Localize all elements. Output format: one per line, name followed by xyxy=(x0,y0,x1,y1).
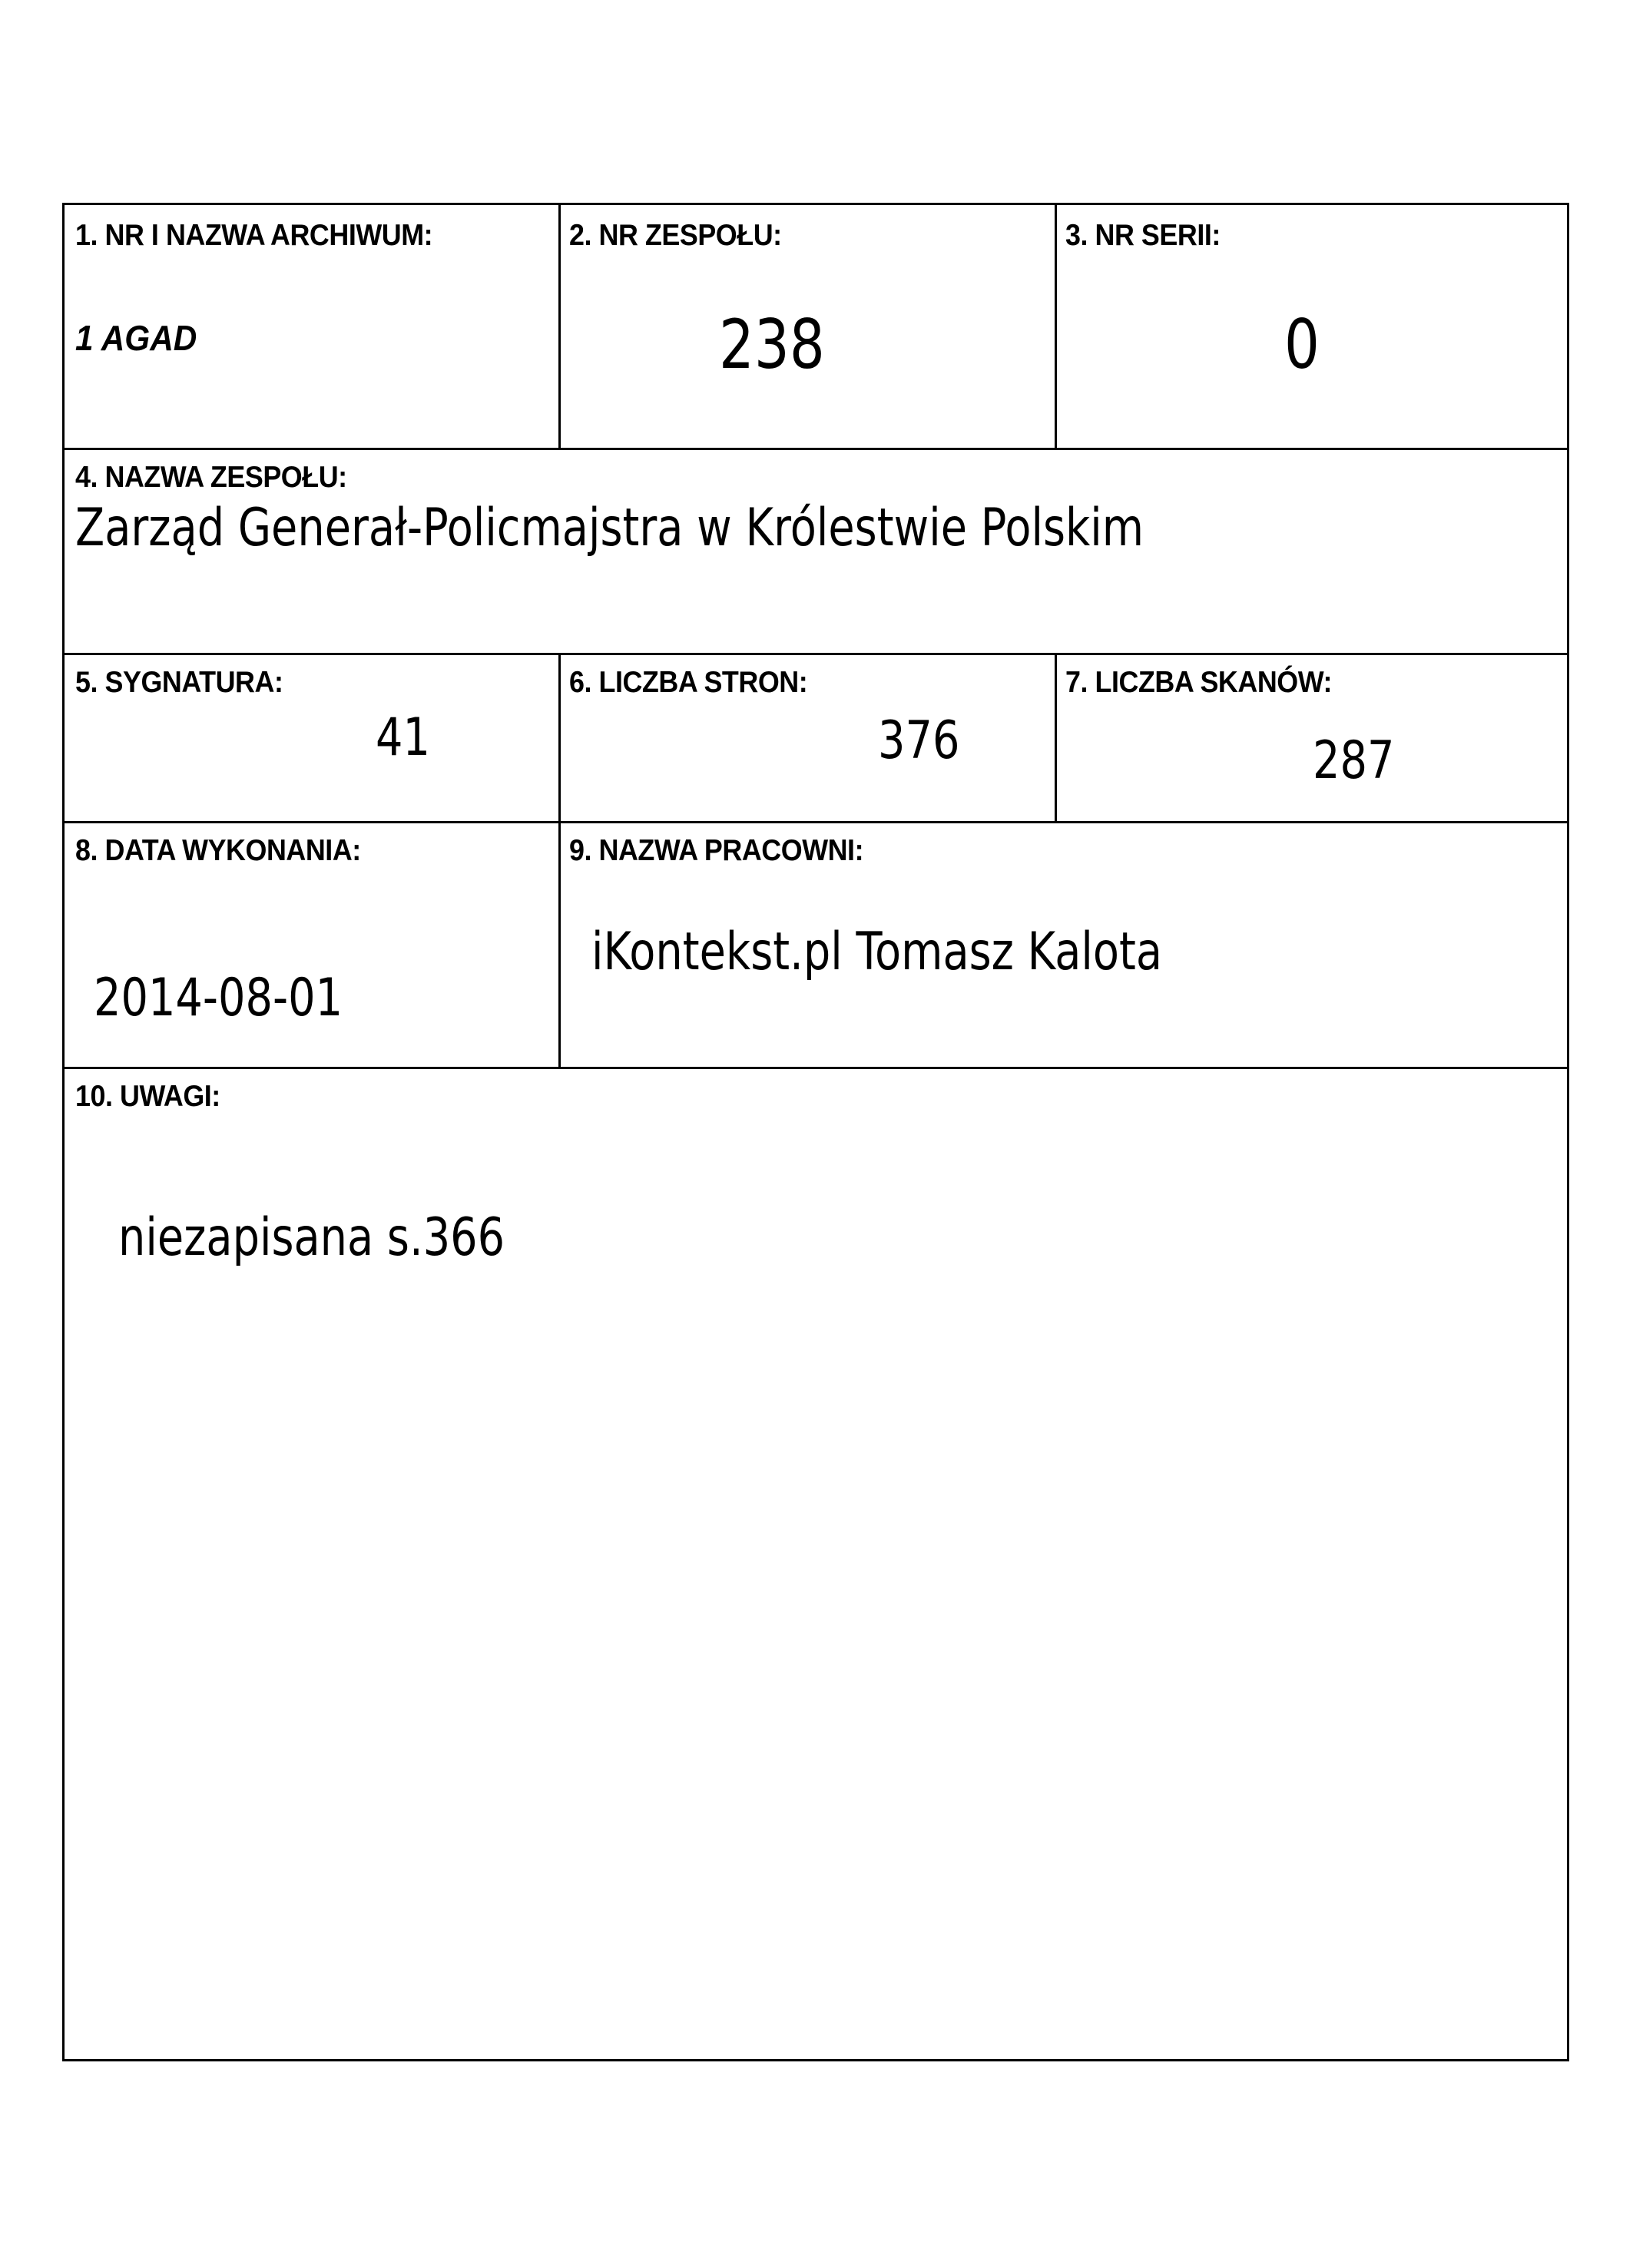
field-label: 10. UWAGI: xyxy=(75,1080,220,1113)
field-label: 4. NAZWA ZESPOŁU: xyxy=(75,461,347,494)
field-label: 7. LICZBA SKANÓW: xyxy=(1065,666,1332,699)
field-label: 6. LICZBA STRON: xyxy=(569,666,808,699)
field-label: 2. NR ZESPOŁU: xyxy=(569,219,782,252)
field-value: 238 xyxy=(719,305,825,384)
field-page-count xyxy=(558,653,1055,821)
field-value: niezapisana s.366 xyxy=(118,1207,505,1268)
field-workshop xyxy=(558,821,1567,1067)
field-value: 287 xyxy=(1313,730,1395,791)
archive-metadata-form xyxy=(62,203,1569,2061)
field-label: 5. SYGNATURA: xyxy=(75,666,283,699)
field-value: Zarząd Generał-Policmajstra w Królestwie Polskim xyxy=(75,498,1144,558)
field-value: 0 xyxy=(1284,305,1320,384)
field-date xyxy=(65,821,558,1067)
field-archive xyxy=(65,205,558,448)
field-scan-count xyxy=(1055,653,1567,821)
field-signature xyxy=(65,653,558,821)
field-series-number xyxy=(1055,205,1567,448)
field-label: 3. NR SERII: xyxy=(1065,219,1221,252)
field-value: 41 xyxy=(376,707,430,768)
field-value: 376 xyxy=(878,710,960,771)
field-value: 2014-08-01 xyxy=(94,968,343,1028)
field-fonds-name xyxy=(65,448,1567,653)
field-value: iKontekst.pl Tomasz Kalota xyxy=(591,922,1163,982)
field-remarks xyxy=(65,1067,1567,2059)
field-label: 8. DATA WYKONANIA: xyxy=(75,834,361,867)
field-label: 1. NR I NAZWA ARCHIWUM: xyxy=(75,219,433,252)
field-value: 1 AGAD xyxy=(75,318,197,358)
field-fonds-number xyxy=(558,205,1055,448)
field-label: 9. NAZWA PRACOWNI: xyxy=(569,834,864,867)
